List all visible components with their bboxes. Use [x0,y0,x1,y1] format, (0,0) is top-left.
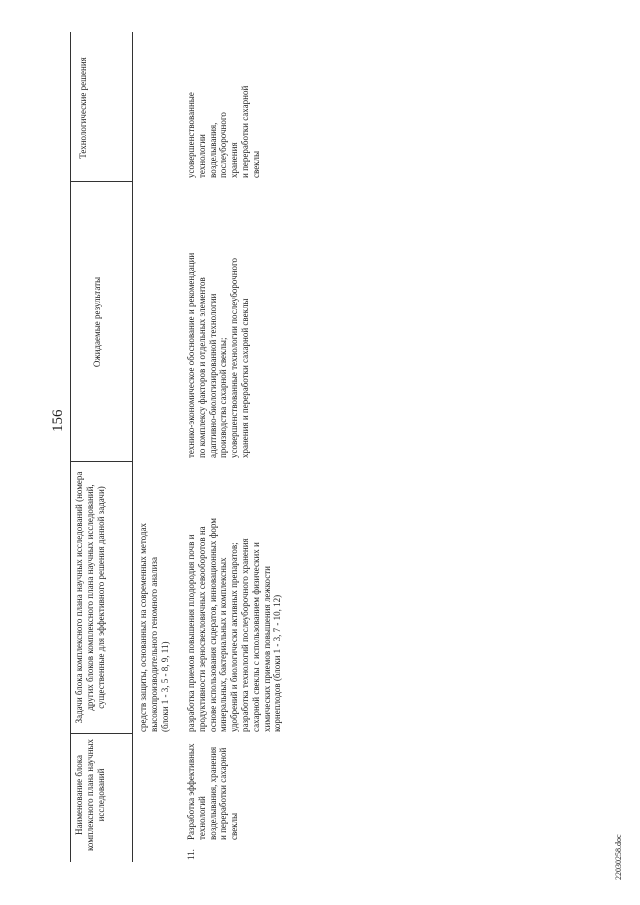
row-name: Разработка эффективных технологий возделывания, хранения и переработки сахарной свеклы [186,743,240,840]
table-top-rule [70,32,71,862]
continuation-tasks: средств защиты, основанных на современных методах высокопроизводительного геномного анализа (блоки 1 - 3, 5 - 8, 9, 11) [138,523,170,732]
header-tasks: Задачи блока комплексного плана научных исследований (номера других блоков комплексного плана научных исследований, существенные для эффективного решения данной задачи) [74,471,106,724]
col-sep-1 [70,733,132,734]
header-name: Наименование блока комплексного плана научных исследований [74,738,106,852]
header-solutions: Технологические решения [78,57,88,159]
row-solutions: усовершенствованные технологии возделывания, послеуборочного хранения и переработки сахарной свеклы [186,85,261,178]
row-tasks: разработка приемов повышения плодородия почв и продуктивности зерносвекловичных севооборотов на основе использования сидератов, инновационных форм минеральных, бактериальных и комплексных удобрений и биологически активных препаратов; разработка технологий послеуборочного хранения сахарной свеклы с использованием физических и химических приемов повышения лежкости корнеплодов (блоки 1 - 3, 7 - 10, 12) [186,518,283,732]
page-number: 156 [50,409,66,432]
data-table [70,32,283,862]
header-bottom-rule [132,32,133,862]
col-sep-3 [70,181,132,182]
footer-filename: 22030258.doc [614,834,623,880]
col-sep-2 [70,461,132,462]
row-number: 11. [186,849,196,860]
row-results: технико-экономическое обоснование и рекомендации по комплексу факторов и отдельных элементов адаптивно-биологизированной технологии производства сахарной свеклы; усовершенствованные технологии послеуборочного хранения и переработки сахарной свеклы [186,252,250,458]
header-results: Ожидаемые результаты [92,276,102,368]
